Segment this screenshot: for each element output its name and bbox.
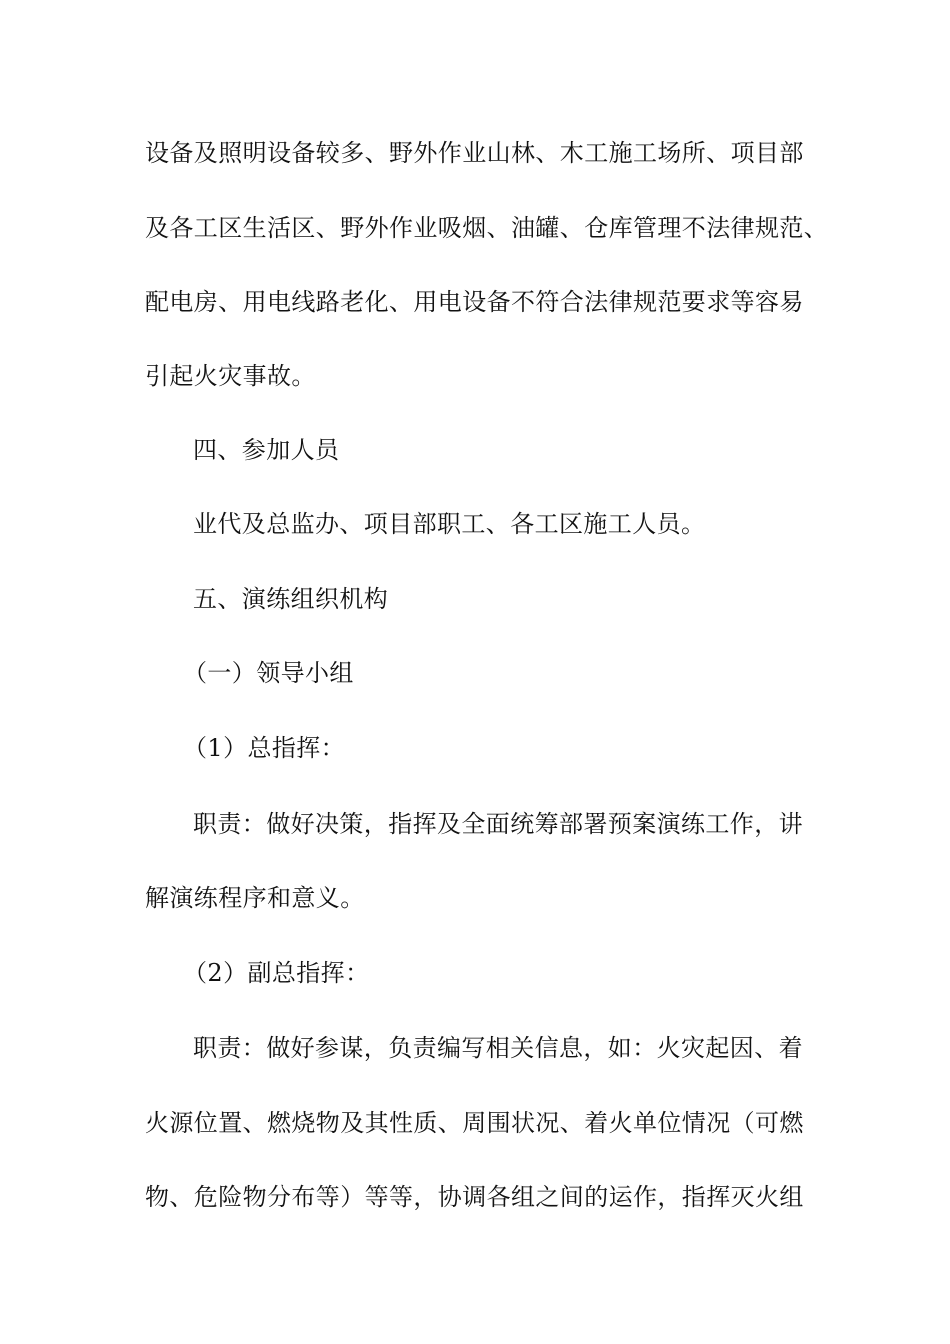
body-text-line: 解演练程序和意义。 <box>145 884 365 912</box>
body-text-line: 配电房、用电线路老化、用电设备不符合法律规范要求等容易 <box>145 288 804 316</box>
body-text-line: 职责：做好决策，指挥及全面统筹部署预案演练工作，讲 <box>193 810 803 838</box>
subsection-heading: （1）总指挥： <box>183 734 346 762</box>
body-text-line: 引起火灾事故。 <box>145 362 316 390</box>
subsection-heading: （一）领导小组 <box>183 659 354 687</box>
body-text-line: 设备及照明设备较多、野外作业山林、木工施工场所、项目部 <box>145 139 804 167</box>
body-text-line: 职责：做好参谋，负责编写相关信息，如：火灾起因、着 <box>193 1034 803 1062</box>
section-heading: 五、演练组织机构 <box>193 585 389 613</box>
body-text-line: 业代及总监办、项目部职工、各工区施工人员。 <box>193 510 706 538</box>
subsection-heading: （2）副总指挥： <box>183 959 370 987</box>
body-text-line: 物、危险物分布等）等等，协调各组之间的运作，指挥灭火组 <box>145 1183 804 1211</box>
body-text-line: 及各工区生活区、野外作业吸烟、油罐、仓库管理不法律规范、 <box>145 214 829 242</box>
body-text-line: 火源位置、燃烧物及其性质、周围状况、着火单位情况（可燃 <box>145 1109 804 1137</box>
section-heading: 四、参加人员 <box>193 436 340 464</box>
